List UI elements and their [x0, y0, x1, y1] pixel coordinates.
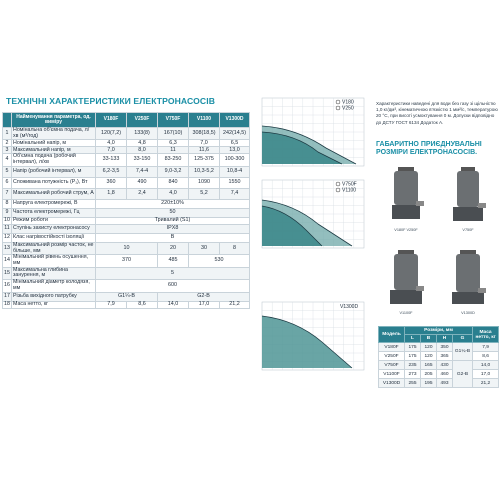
dimensions-table — [378, 326, 499, 388]
row-number: 8 — [3, 199, 12, 208]
dimensions-title: ГАБАРИТНО ПРИЄДНУВАЛЬНІ РОЗМІРИ ЕЛЕКТРОНАСОСІВ. — [376, 141, 482, 157]
dims-model: V250F — [379, 352, 405, 361]
parameter-value: 4,0 — [96, 140, 127, 147]
spec-table — [2, 112, 250, 309]
parameter-name: Максимальний напір, м — [12, 147, 96, 154]
parameter-value: 220±10% — [96, 199, 250, 208]
parameter-value: 242(14,5) — [220, 128, 250, 140]
row-number: 4 — [3, 154, 12, 166]
conditions-note: Характеристики наведені для води без газу зі щільністю 1,0 кг/дм³, кінематичною в'язкістю 1 мм²/с, температурою 20 °C, при висоті усмоктування 0 м. Допуски відповідно до ДСТУ ГОСТ 6134 Додаток А. — [376, 101, 498, 125]
dims-header-weight: Маса нетто, кг — [473, 327, 499, 343]
pump-outlet — [416, 201, 424, 206]
row-number: 5 — [3, 166, 12, 177]
dims-b: 165 — [421, 361, 437, 370]
row-number: 17 — [3, 292, 12, 301]
parameter-value: 7,4-4 — [127, 166, 158, 177]
table-row — [3, 267, 250, 279]
parameter-value: 600 — [96, 280, 250, 292]
pump-drawing-v1300d — [448, 248, 488, 310]
parameter-value: G2-В — [158, 292, 250, 301]
parameter-value: 1550 — [220, 177, 250, 188]
parameter-value: 21,2 — [220, 301, 250, 308]
table-row — [3, 166, 250, 177]
row-number: 14 — [3, 255, 12, 267]
spec-body — [3, 128, 250, 309]
header-param: Найменування параметра, од. виміру — [12, 113, 96, 128]
pump-drawing-v180f — [386, 165, 426, 227]
row-number: 10 — [4, 217, 10, 224]
dims-b: 195 — [421, 379, 437, 388]
table-row — [379, 361, 499, 370]
parameter-value: 490 — [127, 177, 158, 188]
row-number: 2 — [3, 140, 12, 147]
parameter-value: 4,8 — [127, 140, 158, 147]
header-model: V180F — [96, 113, 127, 128]
pump-body — [456, 254, 480, 292]
parameter-value: 2,4 — [127, 188, 158, 199]
parameter-name: Споживана потужність (P₁), Вт — [12, 177, 96, 188]
table-row — [379, 370, 499, 379]
table-row — [3, 242, 250, 254]
row-number: 16 — [3, 280, 12, 292]
parameter-value: 11 — [158, 147, 189, 154]
parameter-value: 9,0-3,2 — [158, 166, 189, 177]
parameter-value: 33-133 — [96, 154, 127, 166]
header-num — [3, 113, 12, 128]
header-model: V250F — [127, 113, 158, 128]
legend-label: V750F — [342, 181, 357, 188]
header-model: V750F — [158, 113, 189, 128]
parameter-value: 17,0 — [189, 301, 220, 308]
table-row — [3, 188, 250, 199]
legend-marker — [336, 188, 340, 192]
pump-caption: V180F V250F — [394, 228, 418, 232]
parameter-value: 5,2 — [189, 188, 220, 199]
dims-l: 235 — [405, 361, 421, 370]
parameter-name: Мінімальний діаметр колодязя, мм — [12, 280, 96, 292]
dims-header-sizes: Розміри, мм — [405, 327, 473, 335]
row-number: 15 — [3, 267, 12, 279]
legend-label: V1300D — [340, 304, 359, 310]
dims-h: 460 — [437, 370, 453, 379]
pump-outlet — [478, 203, 486, 208]
parameter-value: 10 — [96, 242, 158, 254]
parameter-value: 10,3-5,2 — [189, 166, 220, 177]
pump-caption: V1300D — [461, 311, 475, 315]
parameter-name: Маса нетто, кг — [12, 301, 96, 308]
parameter-value: 133(8) — [127, 128, 158, 140]
parameter-value: 83-250 — [158, 154, 189, 166]
dims-weight: 14,0 — [473, 361, 499, 370]
parameter-name: Максимальний розмір часток, не більше, мм — [12, 242, 96, 254]
header-model: V1300D — [220, 113, 250, 128]
pump-handle — [460, 250, 476, 254]
parameter-name: Об'ємна подача (робочий інтервал), л/хв — [12, 154, 96, 166]
dims-g: G1¼-В — [453, 343, 473, 361]
parameter-value: 1,8 — [96, 188, 127, 199]
dims-b: 120 — [421, 352, 437, 361]
dims-l: 255 — [405, 379, 421, 388]
parameter-name: Номінальний напір, м — [12, 140, 96, 147]
legend-label: V250 — [342, 105, 354, 112]
pump-body — [457, 171, 479, 207]
parameter-value: 6,5 — [220, 140, 250, 147]
table-row — [3, 224, 250, 233]
chart-svg — [256, 300, 368, 378]
parameter-value: 7,9 — [96, 301, 127, 308]
dims-model: V750F — [379, 361, 405, 370]
table-row — [3, 255, 250, 267]
legend-marker — [336, 182, 340, 186]
parameter-value: 7,0 — [189, 140, 220, 147]
dims-b: 205 — [421, 370, 437, 379]
parameter-value: 8,0 — [127, 147, 158, 154]
dims-header-model: Модель — [379, 327, 405, 343]
dims-subheader: H — [437, 335, 453, 343]
table-row — [3, 154, 250, 166]
parameter-name: Напір (робочий інтервал), м — [12, 166, 96, 177]
table-row — [379, 343, 499, 352]
parameter-value: 13,0 — [220, 147, 250, 154]
dims-h: 430 — [437, 361, 453, 370]
parameter-value: 370 — [96, 255, 158, 267]
pump-base — [390, 290, 422, 304]
table-row — [379, 379, 499, 388]
dims-subheader: G — [453, 335, 473, 343]
parameter-name: Номінальна об'ємна подача, л/хв (м³/год) — [12, 128, 96, 140]
parameter-value: IPX8 — [96, 224, 250, 233]
parameter-value: 530 — [189, 255, 250, 267]
parameter-value: 8,6 — [127, 301, 158, 308]
table-row — [3, 199, 250, 208]
legend-label: V1100 — [342, 187, 357, 194]
pump-base — [392, 205, 420, 219]
dims-subheader: B — [421, 335, 437, 343]
dims-subheader: L — [405, 335, 421, 343]
dims-l: 175 — [405, 352, 421, 361]
parameter-name: Режим роботи — [12, 217, 96, 224]
performance-chart-3 — [256, 300, 368, 378]
parameter-value: 120(7,2) — [96, 128, 127, 140]
chart-svg — [256, 178, 368, 256]
row-number: 12 — [3, 233, 12, 242]
parameter-value: 14,0 — [158, 301, 189, 308]
parameter-name: Мінімальний рівень осушення, мм — [12, 255, 96, 267]
parameter-value: 5 — [96, 267, 250, 279]
row-number: 11 — [3, 224, 12, 233]
pump-caption: V1100F — [399, 311, 413, 315]
row-number: 7 — [3, 188, 12, 199]
row-number: 1 — [3, 128, 12, 140]
pump-caption: V750F — [462, 228, 474, 232]
parameter-name: Максимальна глибина занурення, м — [12, 267, 96, 279]
spec-header-row — [3, 113, 250, 128]
legend-marker — [336, 100, 340, 104]
parameter-value: 7,0 — [96, 147, 127, 154]
parameter-value: 6,3 — [158, 140, 189, 147]
parameter-name: Максимальний робочий струм, А — [12, 188, 96, 199]
parameter-value: 6,2-3,5 — [96, 166, 127, 177]
dims-weight: 21,2 — [473, 379, 499, 388]
table-row — [3, 140, 250, 147]
row-number: 13 — [3, 242, 12, 254]
parameter-value: 8 — [220, 242, 250, 254]
parameter-value: 30 — [189, 242, 220, 254]
section-title: ТЕХНІЧНІ ХАРАКТЕРИСТИКИ ЕЛЕКТРОНАСОСІВ — [6, 96, 216, 106]
pump-body — [394, 171, 418, 205]
parameter-name: Різьба вихідного патрубку — [12, 292, 96, 301]
parameter-value: 485 — [158, 255, 189, 267]
pump-base — [453, 207, 483, 221]
parameter-value: 10,8-4 — [220, 166, 250, 177]
parameter-value: 33-150 — [127, 154, 158, 166]
row-number: 6 — [3, 177, 12, 188]
pump-handle — [398, 250, 414, 254]
pump-handle — [461, 167, 475, 171]
parameter-value: 308(18,5) — [189, 128, 220, 140]
pump-body — [394, 254, 418, 290]
dims-h: 350 — [437, 343, 453, 352]
dims-h: 493 — [437, 379, 453, 388]
dims-weight: 8,6 — [473, 352, 499, 361]
table-row — [3, 301, 250, 308]
performance-chart-2 — [256, 178, 368, 256]
dims-l: 175 — [405, 343, 421, 352]
parameter-value: 167(10) — [158, 128, 189, 140]
table-row — [379, 352, 499, 361]
dims-header-row — [379, 327, 499, 335]
pump-outlet — [416, 286, 424, 291]
table-row — [3, 128, 250, 140]
pump-base — [452, 292, 484, 304]
legend-label: V180 — [342, 99, 354, 106]
row-number: 18 — [4, 300, 10, 307]
dims-b: 120 — [421, 343, 437, 352]
row-number: 9 — [3, 208, 12, 217]
pump-drawing-v1100f — [386, 248, 426, 310]
parameter-value: B — [96, 233, 250, 242]
table-row — [3, 280, 250, 292]
parameter-value: 360 — [96, 177, 127, 188]
parameter-value: Тривалий (S1) — [96, 217, 250, 224]
parameter-value: 1090 — [189, 177, 220, 188]
table-row — [3, 292, 250, 301]
pump-outlet — [478, 288, 486, 293]
row-number: 3 — [3, 147, 12, 154]
table-row — [3, 217, 250, 224]
dims-model: V1300D — [379, 379, 405, 388]
dims-weight: 17,0 — [473, 370, 499, 379]
parameter-value: 125-375 — [189, 154, 220, 166]
parameter-value: 20 — [158, 242, 189, 254]
parameter-value: 840 — [158, 177, 189, 188]
parameter-name: Напруга електромережі, В — [12, 199, 96, 208]
pump-handle — [398, 167, 414, 171]
parameter-name: Клас нагрівостійкості ізоляції — [12, 233, 96, 242]
dims-l: 273 — [405, 370, 421, 379]
dims-model: V180F — [379, 343, 405, 352]
dims-h: 365 — [437, 352, 453, 361]
performance-chart-1 — [256, 96, 368, 174]
legend-marker — [336, 106, 340, 110]
parameter-value: 7,4 — [220, 188, 250, 199]
table-row — [3, 177, 250, 188]
parameter-value: G1¼-В — [96, 292, 158, 301]
parameter-name: Частота електромережі, Гц — [12, 208, 96, 217]
header-model: V1100 — [189, 113, 220, 128]
chart-svg — [256, 96, 368, 174]
pump-drawing-v750f — [448, 165, 488, 227]
parameter-name: Ступінь захисту електронасосу — [12, 224, 96, 233]
dims-g: G2-В — [453, 361, 473, 388]
parameter-value: 4,0 — [158, 188, 189, 199]
table-row — [3, 208, 250, 217]
parameter-value: 11,6 — [189, 147, 220, 154]
dims-weight: 7,9 — [473, 343, 499, 352]
parameter-value: 50 — [96, 208, 250, 217]
parameter-value: 100-300 — [220, 154, 250, 166]
dims-model: V1100F — [379, 370, 405, 379]
